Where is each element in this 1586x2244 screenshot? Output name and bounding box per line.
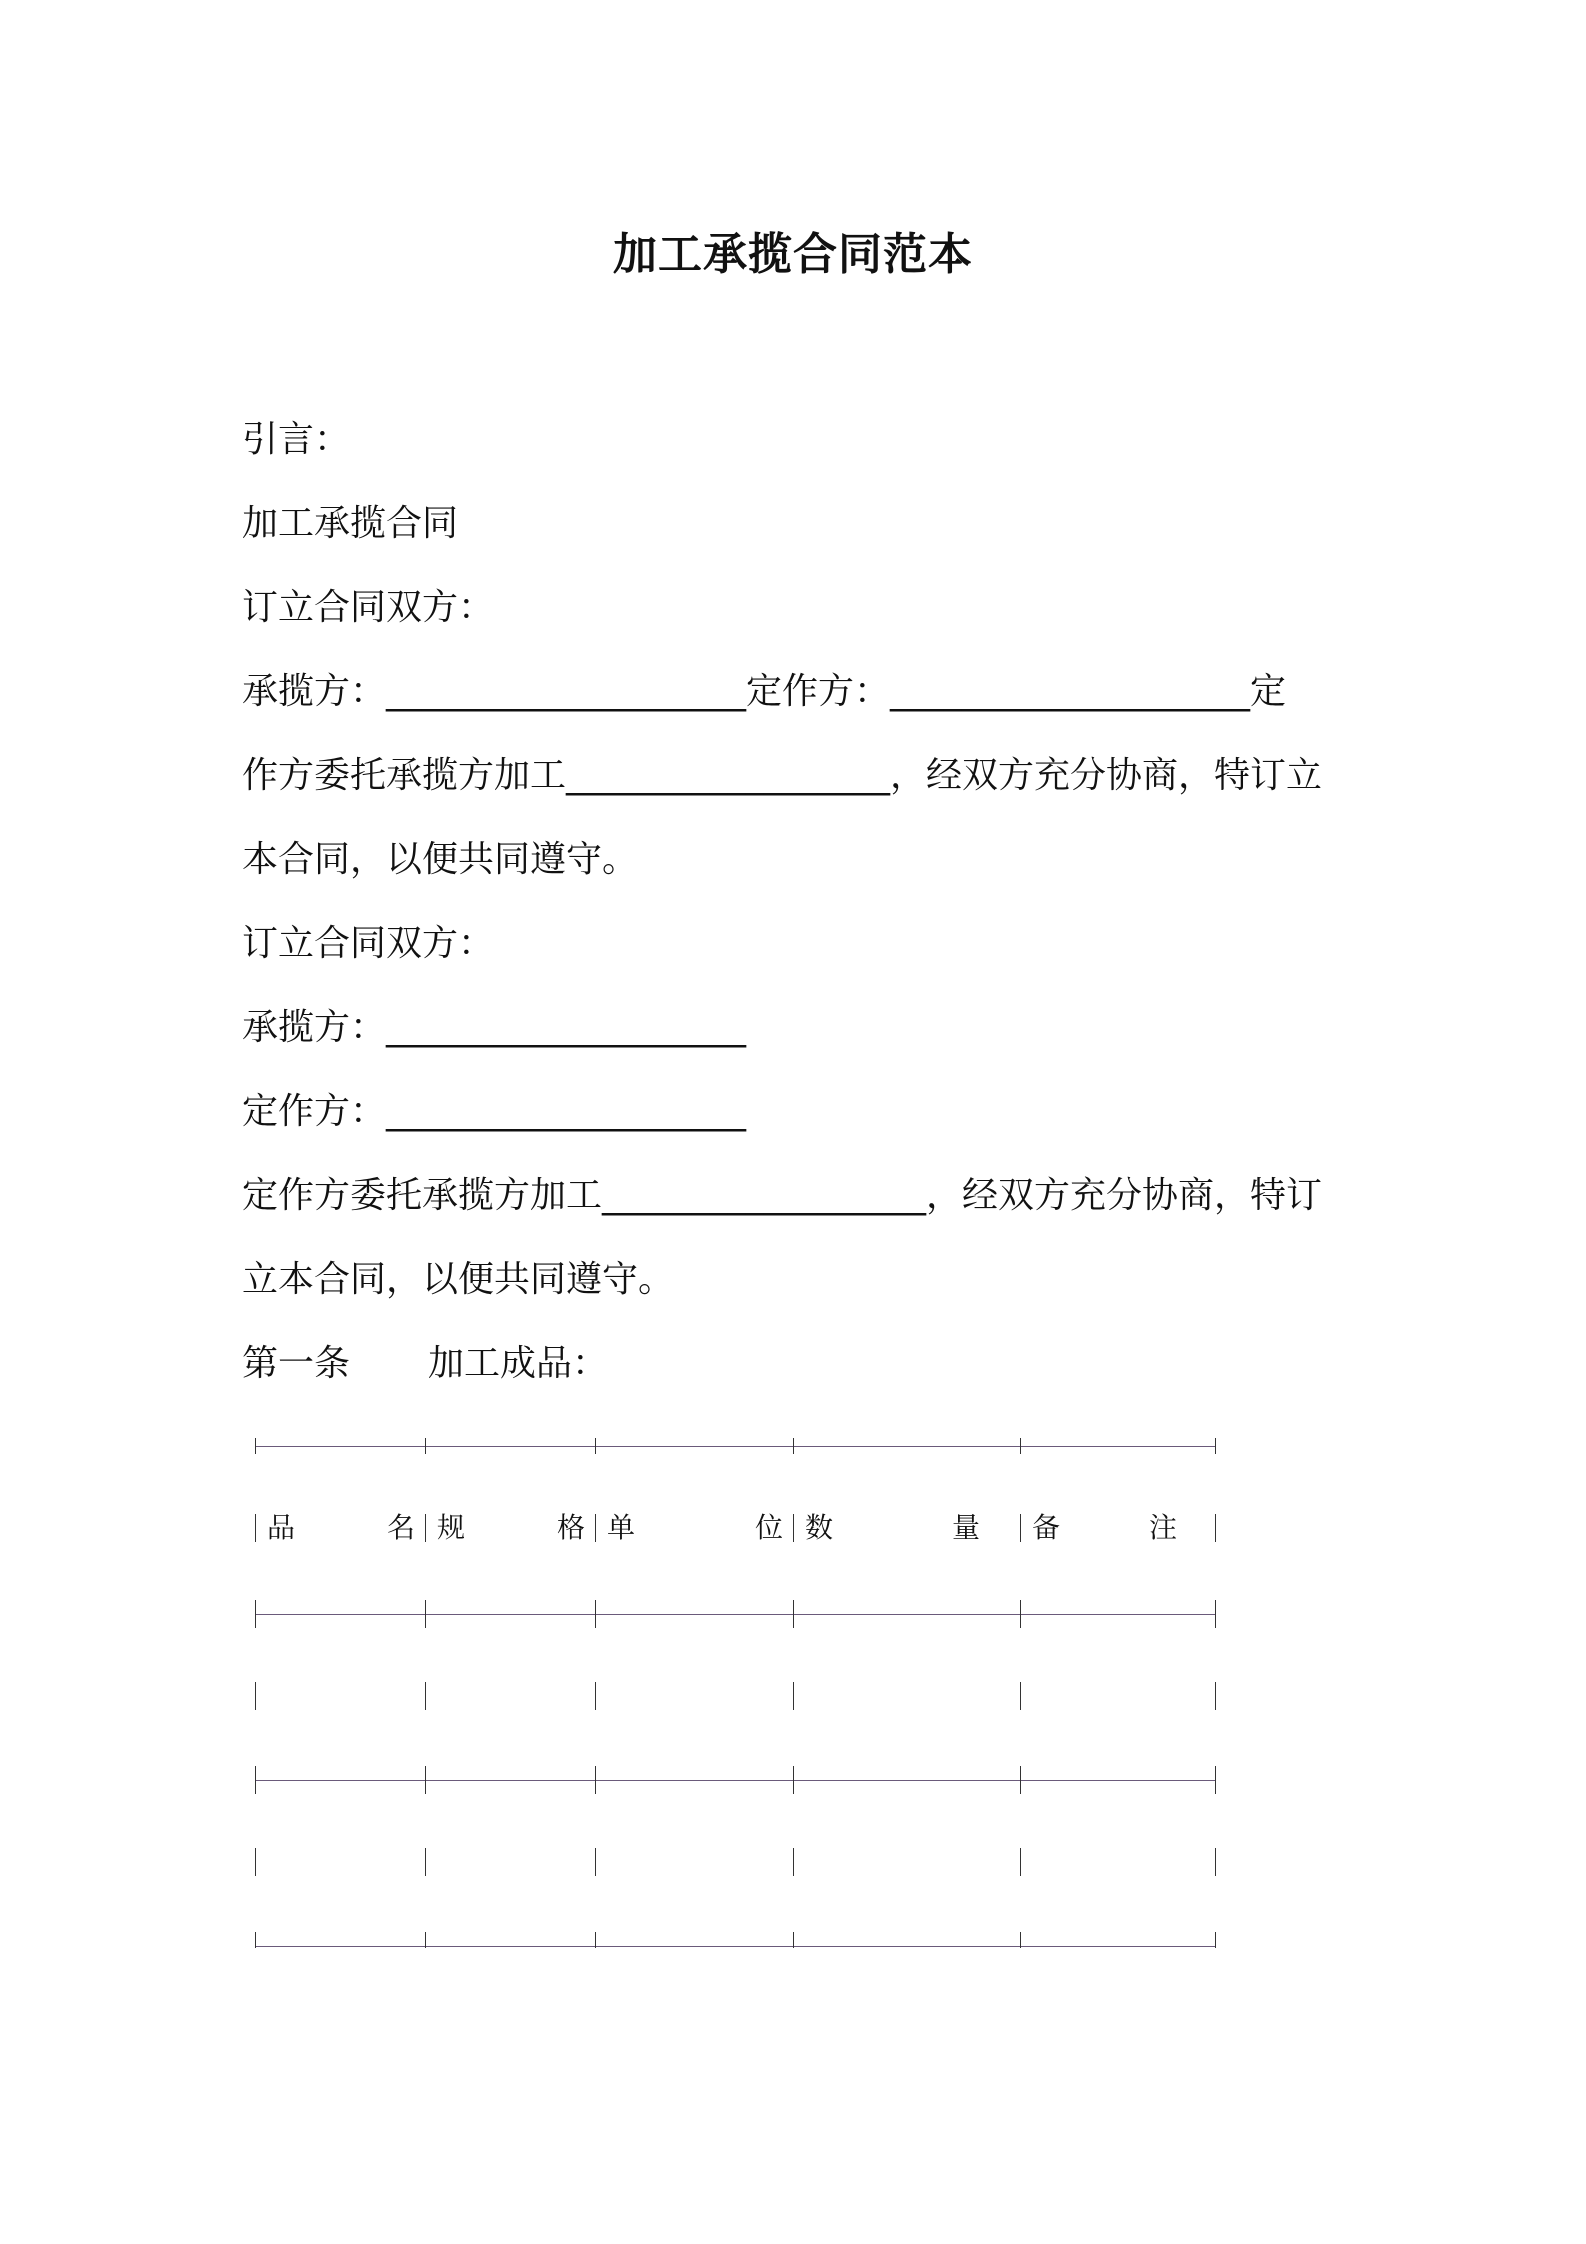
- table-tick: [595, 1848, 596, 1876]
- table-tick: [1215, 1682, 1216, 1710]
- article-1-title: 加工成品：: [428, 1343, 609, 1384]
- table-tick: [1215, 1848, 1216, 1876]
- table-tick: [595, 1766, 596, 1794]
- table-tick: [255, 1514, 256, 1542]
- table-tick: [793, 1848, 794, 1876]
- table-tick: [255, 1600, 256, 1628]
- header-char: 量: [951, 1511, 980, 1544]
- contractor-field: 承揽方：____________________: [242, 1007, 747, 1048]
- table-tick: [1020, 1600, 1021, 1628]
- header-char: 注: [1148, 1511, 1177, 1544]
- entrust-paragraph-1-line-2: 本合同，以便共同遵守。: [242, 839, 639, 880]
- table-tick: [595, 1438, 596, 1454]
- table-tick: [793, 1766, 794, 1794]
- table-header-cell-unit: [597, 1511, 793, 1545]
- contract-name: 加工承揽合同: [242, 503, 459, 544]
- table-tick: [595, 1932, 596, 1948]
- document-title: 加工承揽合同范本: [613, 229, 973, 280]
- table-tick: [425, 1438, 426, 1454]
- table-tick: [595, 1514, 596, 1542]
- table-tick: [255, 1682, 256, 1710]
- product-table: [255, 1438, 1215, 1948]
- table-tick: [1215, 1514, 1216, 1542]
- table-tick: [425, 1600, 426, 1628]
- table-tick: [425, 1682, 426, 1710]
- parties-heading-2: 订立合同双方：: [242, 923, 495, 964]
- table-tick: [1020, 1438, 1021, 1454]
- table-tick: [255, 1438, 256, 1454]
- header-char: 名: [386, 1511, 415, 1544]
- table-rule-bottom: [255, 1946, 1215, 1947]
- table-tick: [1020, 1932, 1021, 1948]
- table-rule-row-1-bottom: [255, 1780, 1215, 1781]
- header-char: 规: [437, 1511, 466, 1544]
- header-char: 位: [754, 1511, 783, 1544]
- table-tick: [1020, 1682, 1021, 1710]
- table-tick: [1215, 1438, 1216, 1454]
- table-tick: [1215, 1766, 1216, 1794]
- table-tick: [255, 1848, 256, 1876]
- article-1-number: 第一条: [242, 1343, 351, 1384]
- table-tick: [1020, 1766, 1021, 1794]
- table-tick: [1215, 1932, 1216, 1948]
- header-char: 格: [556, 1511, 585, 1544]
- table-tick: [1020, 1514, 1021, 1542]
- header-char: 品: [267, 1511, 296, 1544]
- table-tick: [255, 1766, 256, 1794]
- table-header-cell-name: [257, 1511, 425, 1545]
- table-tick: [595, 1682, 596, 1710]
- table-header-cell-remarks: [1022, 1511, 1215, 1545]
- parties-row: 承揽方：____________________定作方：____________________定: [242, 671, 1287, 712]
- table-tick: [425, 1848, 426, 1876]
- intro-label: 引言：: [242, 419, 351, 460]
- header-char: 备: [1032, 1511, 1061, 1544]
- header-char: 单: [607, 1511, 636, 1544]
- customer-field: 定作方：____________________: [242, 1091, 747, 1132]
- table-tick: [255, 1932, 256, 1948]
- table-tick: [425, 1514, 426, 1542]
- table-tick: [595, 1600, 596, 1628]
- article-1-heading: [242, 1340, 608, 1388]
- table-tick: [793, 1600, 794, 1628]
- table-tick: [793, 1514, 794, 1542]
- entrust-paragraph-2-line-1: 定作方委托承揽方加工__________________，经双方充分协商，特订: [242, 1175, 1323, 1216]
- table-tick: [793, 1932, 794, 1948]
- header-char: 数: [805, 1511, 834, 1544]
- parties-heading-1: 订立合同双方：: [242, 587, 495, 628]
- table-header-cell-spec: [427, 1511, 595, 1545]
- entrust-paragraph-2-line-2: 立本合同，以便共同遵守。: [242, 1259, 675, 1300]
- table-tick: [793, 1682, 794, 1710]
- table-tick: [1020, 1848, 1021, 1876]
- table-tick: [425, 1766, 426, 1794]
- table-rule-top: [255, 1446, 1215, 1447]
- entrust-paragraph-1-line-1: 作方委托承揽方加工__________________，经双方充分协商，特订立: [242, 755, 1323, 796]
- table-tick: [425, 1932, 426, 1948]
- table-rule-header-bottom: [255, 1614, 1215, 1615]
- table-tick: [793, 1438, 794, 1454]
- table-tick: [1215, 1600, 1216, 1628]
- table-header-cell-quantity: [795, 1511, 1020, 1545]
